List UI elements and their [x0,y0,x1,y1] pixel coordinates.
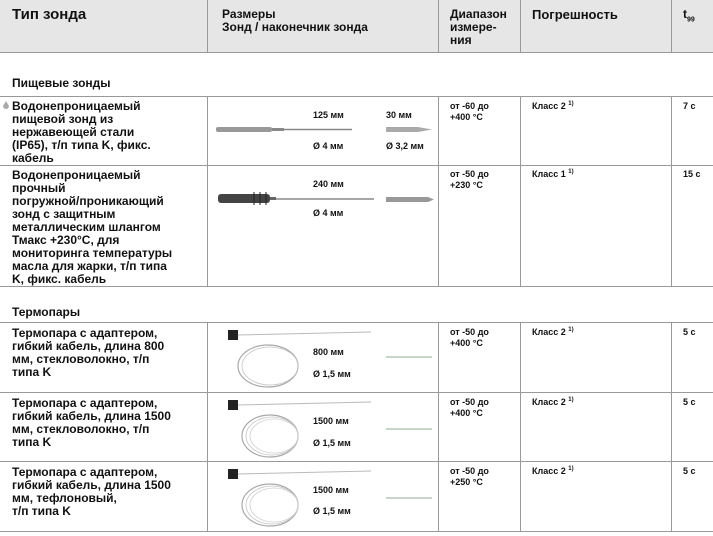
accuracy-class [532,327,574,337]
probe-name-line: мм, стекловолокно, т/п [12,352,150,366]
tip-length: 30 мм [386,110,412,120]
header-dimensions-line1: Размеры [222,7,276,21]
probe-diameter: Ø 4 мм [313,208,344,218]
grid-line [0,392,713,393]
grid-line [207,322,208,531]
probe-name [12,397,207,449]
probe-diameter: Ø 4 мм [313,141,344,151]
probe-tip-illustration [384,194,436,206]
header-range-line3: ния [450,33,472,47]
accuracy-label: Класс 2 [532,327,566,337]
probe-length: 1500 мм [313,416,349,426]
probe-name-line: масла для жарки, т/п типа [12,259,167,273]
probe-length: 1500 мм [313,485,349,495]
section-title-food: Пищевые зонды [12,76,111,90]
grid-line [0,165,713,166]
tip-diameter: Ø 3,2 мм [386,141,424,151]
probe-name-line: Термопара с адаптером, [12,465,158,479]
probe-name-line: гибкий кабель, длина 1500 [12,478,171,492]
probe-name-line: (IP65), т/п типа K, фикс. [12,138,151,152]
probe-name-line: мм, стекловолокно, т/п [12,422,150,436]
probe-name-line: погружной/проникающий [12,194,164,208]
probe-name-line: гибкий кабель, длина 1500 [12,409,171,423]
grid-line [0,531,713,532]
probe-diameter: Ø 1,5 мм [313,506,351,516]
probe-name-line: гибкий кабель, длина 800 [12,339,165,353]
thermocouple-coil-illustration [226,398,376,460]
t99-value: 5 с [683,327,696,337]
table-header [0,0,713,52]
grid-line [520,322,521,531]
probe-name-line: металлическим шлангом [12,220,161,234]
range-to: +230 °C [450,180,483,190]
accuracy-label: Класс 2 [532,101,566,111]
header-range-line1: Диапазон [450,7,507,21]
probe-name [12,327,207,379]
header-dimensions [222,8,368,34]
probe-name-line: Термопара с адаптером, [12,326,158,340]
grid-line [0,322,713,323]
accuracy-class [532,397,574,407]
probe-name-line: K, фикс. кабель [12,272,107,286]
header-accuracy: Погрешность [532,7,618,22]
probe-diameter: Ø 1,5 мм [313,438,351,448]
section-title-thermocouples: Термопары [12,305,81,319]
probe-name-line: мм, тефлоновый, [12,491,117,505]
grid-line [438,322,439,531]
header-t-sub: 99 [687,16,695,24]
range-from: от -50 до [450,169,489,179]
accuracy-label: Класс 2 [532,397,566,407]
probe-name-line: прочный [12,181,66,195]
header-t99 [683,8,695,26]
range-from: от -50 до [450,397,489,407]
probe-name [12,466,207,518]
measuring-range [450,466,530,488]
probe-name [12,169,207,286]
range-from: от -50 до [450,327,489,337]
probe-tip-illustration [384,353,436,361]
range-to: +400 °C [450,408,483,418]
grid-line [520,96,521,286]
accuracy-footnote: 1) [568,101,574,107]
probe-length: 240 мм [313,179,344,189]
probe-tip-illustration [384,425,436,433]
probe-length: 800 мм [313,347,344,357]
grid-line [438,0,439,52]
header-dimensions-line2: Зонд / наконечник зонда [222,20,368,34]
probe-name-line: нержавеющей стали [12,125,135,139]
grid-line [520,0,521,52]
header-range [450,8,507,47]
immersion-probe-illustration [214,190,376,210]
header-range-line2: измере- [450,20,497,34]
grid-line [671,322,672,531]
probe-name-line: кабель [12,151,54,165]
t99-value: 15 с [683,169,701,179]
probe-name-line: Водонепроницаемый [12,99,141,113]
probe-name [12,100,207,165]
accuracy-class [532,169,574,179]
probe-name-line: Водонепроницаемый [12,168,141,182]
grid-line [0,461,713,462]
accuracy-footnote: 1) [568,397,574,403]
accuracy-footnote: 1) [568,169,574,175]
accuracy-footnote: 1) [568,327,574,333]
probe-name-line: Термопара с адаптером, [12,396,158,410]
probe-name-line: типа K [12,365,52,379]
grid-line [671,0,672,52]
t99-value: 5 с [683,397,696,407]
accuracy-class [532,466,574,476]
grid-line [0,96,713,97]
grid-line [438,96,439,286]
bullet-drop-icon [3,101,9,109]
grid-line [0,52,713,53]
probe-diameter: Ø 1,5 мм [313,369,351,379]
grid-line [207,0,208,52]
accuracy-label: Класс 2 [532,466,566,476]
probe-name-line: типа K [12,435,52,449]
probe-name-line: зонд с защитным [12,207,116,221]
t99-value: 7 с [683,101,696,111]
accuracy-footnote: 1) [568,466,574,472]
accuracy-class [532,101,574,111]
measuring-range [450,169,530,191]
probe-name-line: Тмакс +230°C, для [12,233,120,247]
measuring-range [450,327,530,349]
measuring-range [450,101,530,123]
thermocouple-coil-illustration [226,328,376,390]
accuracy-label: Класс 1 [532,169,566,179]
grid-line [671,96,672,286]
probe-name-line: пищевой зонд из [12,112,114,126]
probe-tip-illustration [384,124,436,136]
food-probe-illustration [214,124,354,136]
measuring-range [450,397,530,419]
probe-tip-illustration [384,494,436,502]
range-to: +400 °C [450,338,483,348]
grid-line [207,96,208,286]
header-t-main: t [683,7,687,21]
range-from: от -60 до [450,101,489,111]
t99-value: 5 с [683,466,696,476]
range-from: от -50 до [450,466,489,476]
probe-name-line: мониторинга температуры [12,246,173,260]
range-to: +400 °C [450,112,483,122]
header-probe-type: Тип зонда [12,6,87,23]
range-to: +250 °C [450,477,483,487]
probe-name-line: т/п типа K [12,504,71,518]
probe-length: 125 мм [313,110,344,120]
grid-line [0,286,713,287]
thermocouple-coil-illustration [226,467,376,529]
